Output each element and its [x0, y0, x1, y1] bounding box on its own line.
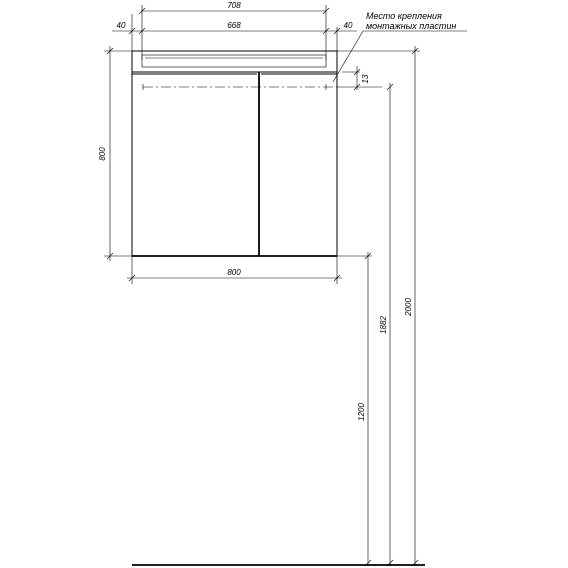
dim-cabinet-height: 800: [98, 147, 107, 161]
dim-top-left-margin: 40: [116, 21, 126, 30]
annotation-line-1: Место крепления: [366, 11, 442, 21]
dim-cabinet-width: 800: [227, 268, 241, 277]
mounting-annotation: [333, 11, 467, 82]
dim-top-edge-height: 1882: [379, 316, 388, 334]
cabinet: [132, 51, 337, 256]
cabinet-width-dimension: [127, 256, 342, 284]
annotation-line-2: монтажных пластин: [366, 21, 457, 31]
mounting-line: [143, 72, 382, 90]
cabinet-body: [132, 51, 337, 256]
offset-dimension: [354, 66, 370, 90]
cabinet-height-dimension: [98, 46, 132, 261]
dim-bracket-offset: 13: [361, 74, 370, 84]
height-dimensions: [337, 46, 420, 566]
dim-top-inner: 668: [227, 21, 241, 30]
dim-mount-height: 1200: [357, 403, 366, 421]
light-strip: [142, 55, 326, 67]
dim-top-overall: 708: [227, 1, 241, 10]
dim-overall-height: 2000: [404, 298, 413, 316]
dim-top-right-margin: 40: [343, 21, 353, 30]
